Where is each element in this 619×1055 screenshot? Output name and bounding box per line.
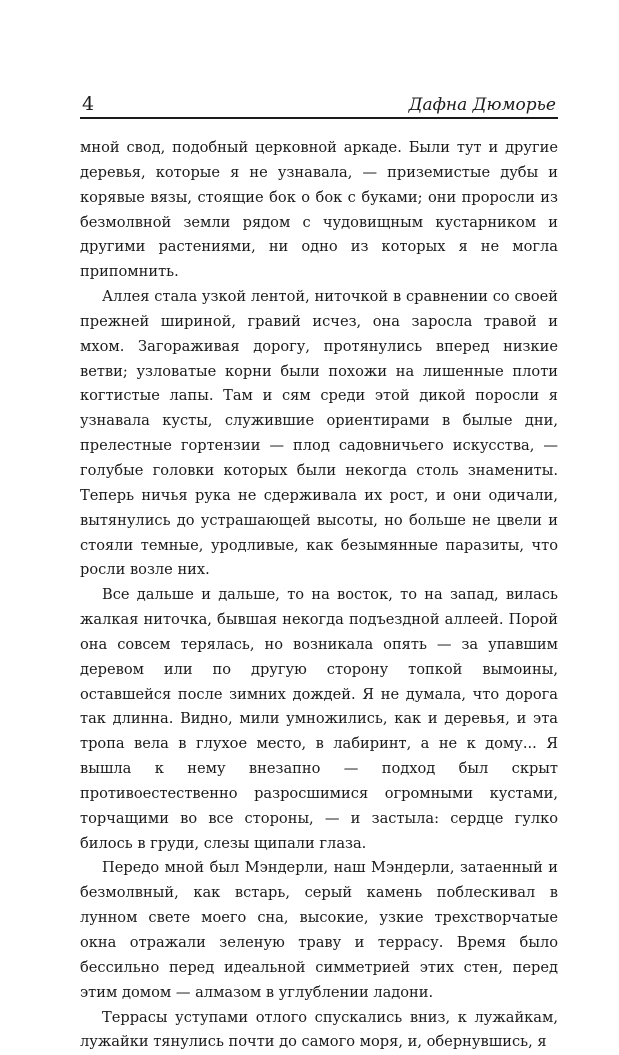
paragraph: Аллея стала узкой лентой, ниточкой в сравнении со своей прежней шириной, гравий исчез, она заросла травой и мхом. Загораживая дорогу, протянулись вперед низкие ветви; узловатые корни были похожи на лишенные плоти когтистые лапы. Там и сям среди этой дикой поросли я узнавала кусты, служившие ориентирами в былые дни, прелестные гортензии — плод садовничьего искусства, — голубые головки которых были некогда столь знамениты. Теперь ничья рука не сдерживала их рост, и они одичали, вытянулись до устрашающей высоты, но больше не цвели и стояли темные, уродливые, как безымянные паразиты, что росли возле них. xyxy=(80,288,558,579)
paragraph: мной свод, подобный церковной аркаде. Были тут и другие деревья, которые я не узнавала, — приземистые дубы и корявые вязы, стоящие бок о бок с буками; они проросли из безмолвной земли рядом с чудовищным кустарником и другими растениями, ни одно из которых я не могла припомнить. xyxy=(80,139,558,281)
running-title-author: Дафна Дюморье xyxy=(408,95,556,115)
paragraph: Террасы уступами отлого спускались вниз, к лужайкам, лужайки тянулись почти до самого моря, и, обернувшись, я xyxy=(80,1008,558,1051)
body-text xyxy=(80,136,558,1055)
running-head xyxy=(80,92,558,116)
book-page xyxy=(80,92,558,1055)
page-number: 4 xyxy=(82,93,95,115)
paragraph: Передо мной был Мэндерли, наш Мэндерли, затаенный и безмолвный, как встарь, серый камень поблескивал в лунном свете моего сна, высокие, узкие трехстворчатые окна отражали зеленую траву и террасу. Время было бессильно перед идеальной симметрией этих стен, перед этим домом — алмазом в углублении ладони. xyxy=(80,859,558,1001)
paragraph: Все дальше и дальше, то на восток, то на запад, вилась жалкая ниточка, бывшая некогда подъездной аллеей. Порой она совсем терялась, но возникала опять — за упавшим деревом или по другую сторону топкой вымоины, оставшейся после зимних дождей. Я не думала, что дорога так длинна. Видно, мили умножились, как и деревья, и эта тропа вела в глухое место, в лабиринт, а не к дому... Я вышла к нему внезапно — подход был скрыт противоестественно разросшимися огромными кустами, торчащими во все стороны, — и застыла: сердце гулко билось в груди, слезы щипали глаза. xyxy=(80,586,558,852)
header-rule xyxy=(80,117,558,119)
